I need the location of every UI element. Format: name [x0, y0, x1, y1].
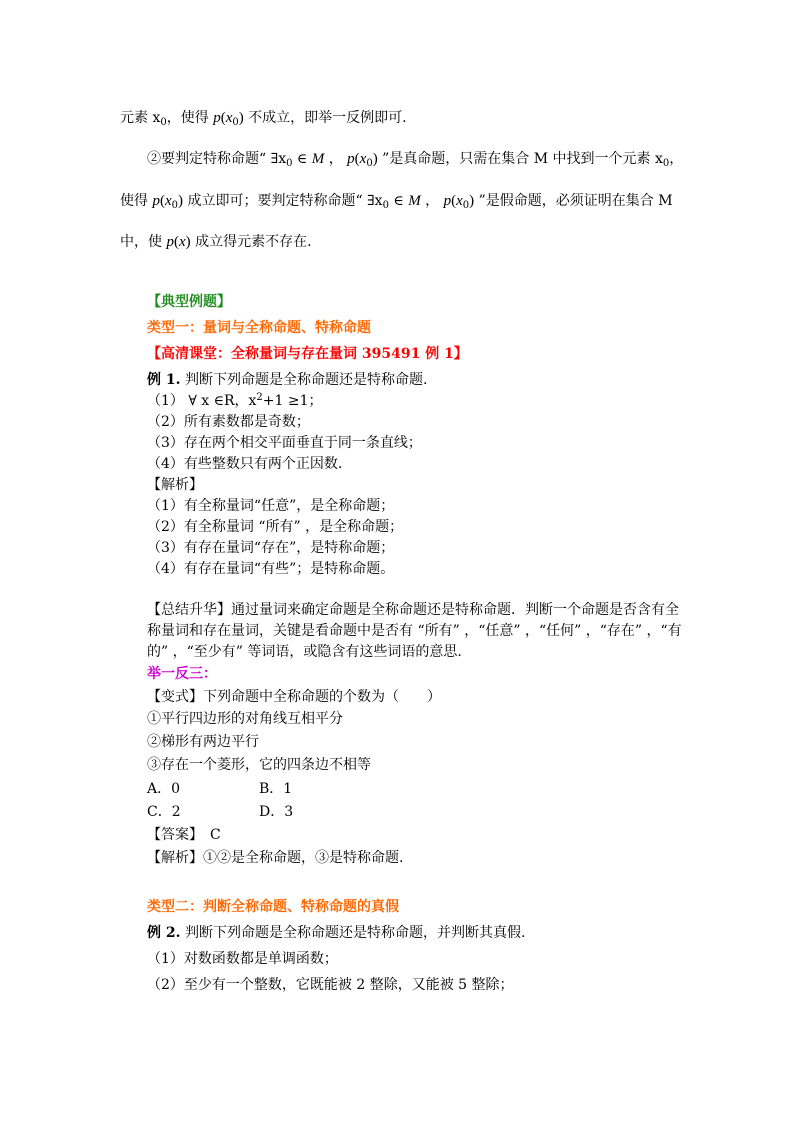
analysis-item: （4）有存在量词“有些”；是特称命题。 [147, 561, 395, 577]
lesson-reference: 【高清课堂：全称量词与存在量词 395491 例 1】 [147, 346, 468, 362]
answer: 【答案】 C [147, 827, 221, 843]
list-item: （1） ∀ x ∈R，$x^2+1 \ge 1$； [147, 392, 323, 409]
statement: ③存在一个菱形，它的四条边不相等 [147, 757, 371, 773]
variant-question: 【变式】下列命题中全称命题的个数为（ ） [147, 689, 441, 705]
type-two-title: 类型二：判断全称命题、特称命题的真假 [147, 899, 399, 915]
text-line: 中，使 p(x) 成立得元素不存在. [120, 234, 312, 250]
analysis-label: 【解析】 [147, 477, 203, 493]
analysis-item: （2）有全称量词 “所有” ，是全称命题； [147, 519, 404, 535]
section-heading: 【典型例题】 [147, 294, 231, 310]
type-one-title: 类型一：量词与全称命题、特称命题 [147, 320, 371, 336]
list-item: （4）有些整数只有两个正因数. [147, 456, 343, 472]
option-a: A．0 [147, 781, 181, 797]
example-one: 例 1. 判断下列命题是全称命题还是特称命题. [147, 372, 428, 388]
list-item: （1）对数函数都是单调函数； [147, 951, 338, 967]
list-item: （3）存在两个相交平面垂直于同一条直线； [147, 435, 422, 451]
analysis-item: （1）有全称量词“任意”，是全称命题； [147, 498, 395, 514]
summary-line: 的” ，“至少有” 等词语，或隐含有这些词语的意思. [147, 644, 462, 660]
statement: ②梯形有两边平行 [147, 734, 259, 750]
list-item: （2）所有素数都是奇数； [147, 414, 310, 430]
text-line: 使得 $p(x_0)$ 成立即可；要判定特称命题“ $\exists x_0$ ∈ M ， $p(x_0)$ ”是假命题，必须证明在集合 M [120, 193, 673, 211]
statement: ①平行四边形的对角线互相平分 [147, 711, 343, 727]
example-two: 例 2. 判断下列命题是全称命题还是特称命题，并判断其真假. [147, 925, 526, 941]
summary-line: 称量词和存在量词，关键是看命题中是否有 “所有” ，“任意” ，“任何” ，“存在” ，“有 [147, 623, 682, 639]
text-line: ②要判定特称命题“ $\exists x_0$ ∈ M ， $p(x_0)$ ”是真命题，只需在集合 M 中找到一个元素 $x_0$， [147, 151, 684, 169]
practice-title: 举一反三： [147, 666, 217, 682]
option-b: B．1 [259, 781, 293, 797]
summary: 【总结升华】通过量词来确定命题是全称命题还是特称命题．判断一个命题是否含有全 [147, 602, 679, 618]
option-c: C．2 [147, 804, 181, 820]
options-row [147, 803, 293, 821]
answer-analysis: 【解析】①②是全称命题，③是特称命题. [147, 850, 404, 866]
list-item: （2）至少有一个整数，它既能被 2 整除，又能被 5 整除； [147, 977, 514, 993]
option-d: D．3 [259, 804, 294, 820]
options-row [147, 780, 292, 798]
text-line: 元素 $x_0$，使得 $p(x_0)$ 不成立，即举一反例即可. [120, 110, 407, 128]
analysis-item: （3）有存在量词“存在”，是特称命题； [147, 540, 395, 556]
